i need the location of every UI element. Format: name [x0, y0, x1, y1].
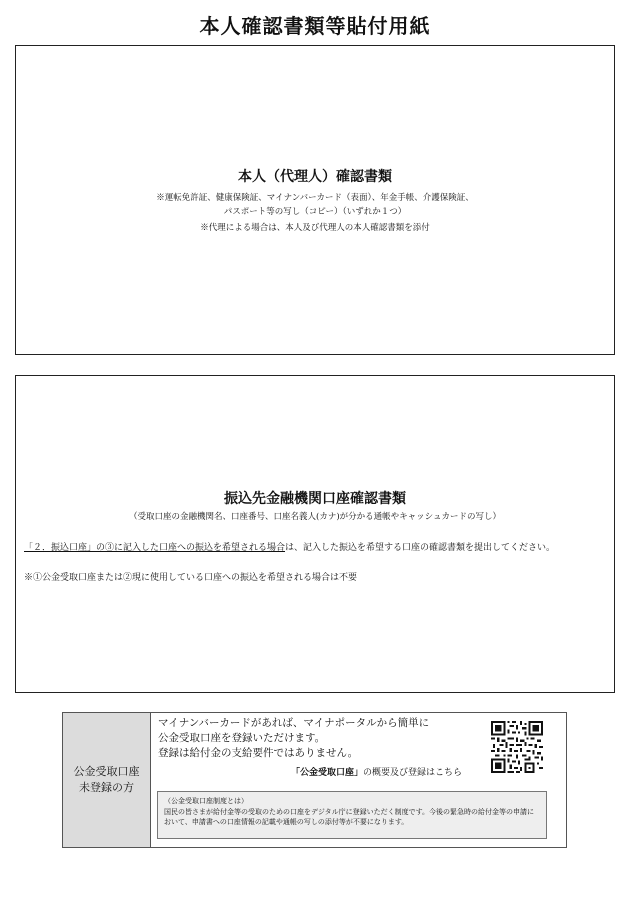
identity-document-note: パスポート等の写し（コピー）（いずれか１つ）	[223, 207, 407, 217]
public-account-link[interactable]	[291, 765, 462, 778]
public-account-label-line1: 公金受取口座	[73, 765, 140, 778]
public-account-system-note	[157, 791, 547, 839]
public-account-text-line: 登録は給付金の支給要件ではありません。	[158, 747, 359, 759]
identity-document-note: ※運転免許証、健康保険証、マイナンバーカード（表面）、年金手帳、介護保険証、	[156, 193, 474, 203]
proxy-document-note: ※代理による場合は、本人及び代理人の本人確認書類を添付	[200, 223, 430, 233]
bank-account-instruction	[24, 542, 608, 554]
public-account-label-cell	[63, 713, 151, 847]
bank-account-instruction-rest: は、記入した振込を希望する口座の確認書類を提出してください。	[285, 543, 556, 553]
identity-document-area[interactable]	[15, 45, 615, 355]
bank-account-document-subheading: （受取口座の金融機関名、口座番号、口座名義人(カナ)が分かる通帳やキャッシュカードの写し）	[129, 512, 501, 522]
public-account-link-rest: の概要及び登録はこちら	[363, 768, 463, 778]
public-account-info-table	[62, 712, 567, 848]
bank-account-document-area[interactable]	[15, 375, 615, 693]
bank-account-instruction-underlined: 「２．振込口座」の③に記入した口座への振込を希望される場合	[24, 543, 286, 553]
identity-document-heading: 本人（代理人）確認書類	[238, 169, 392, 185]
bank-account-exemption-note: ※①公金受取口座または②現に使用している口座への振込を希望される場合は不要	[24, 573, 358, 583]
public-account-label-line2: 未登録の方	[79, 781, 134, 794]
public-account-text-line: マイナンバーカードがあれば、マイナポータルから簡単に	[158, 717, 430, 729]
public-account-system-header: （公金受取口座制度とは）	[164, 797, 248, 805]
qr-code-icon[interactable]	[491, 721, 543, 773]
public-account-text-line: 公金受取口座を登録いただけます。	[158, 732, 326, 744]
public-account-link-bold: 「公金受取口座」	[291, 768, 364, 778]
bank-account-document-heading: 振込先金融機関口座確認書類	[224, 491, 406, 507]
public-account-system-text: 国民の皆さまが給付金等の受取のための口座をデジタル庁に登録いただく制度です。今後の緊急時の給付金等の申請において、申請書への口座情報の記載や通帳の写しの添付等が不要になります。	[164, 808, 535, 826]
page-title: 本人確認書類等貼付用紙	[199, 14, 431, 38]
